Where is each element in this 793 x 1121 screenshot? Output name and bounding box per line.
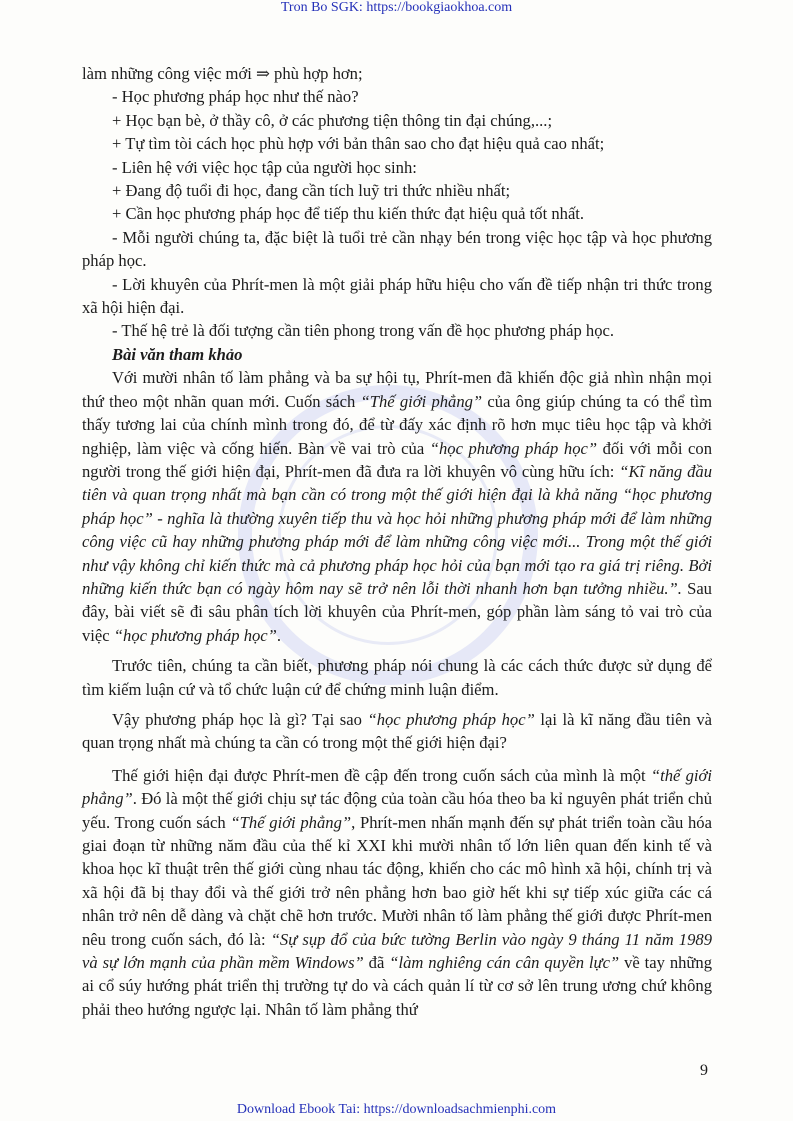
summary-paragraph: - Thế hệ trẻ là đối tượng cần tiên phong trong vấn đề học phương pháp học.	[112, 321, 615, 341]
footer-link[interactable]: Download Ebook Tai: https://downloadsachmienphi.com	[236, 1102, 557, 1117]
page-content	[82, 62, 712, 1021]
intro-line: + Cần học phương pháp học để tiếp thu kiến thức đạt hiệu quả tốt nhất.	[112, 204, 585, 224]
intro-line: + Tự tìm tòi cách học phù hợp với bản thân sao cho đạt hiệu quả cao nhất;	[112, 134, 605, 154]
section-heading: Bài văn tham khảo	[112, 344, 243, 364]
essay-paragraph-4: Thế giới hiện đại được Phrít-men đề cập đến trong cuốn sách của mình là một “thế giới phẳng”. Đó là một thế giới chịu sự tác động của toàn cầu hóa theo ba kỉ nguyên phát triển chủ yếu. Trong cuốn sách “Thế giới phẳng”, Phrít-men nhấn mạnh đến sự phát triển toàn cầu hóa giai đoạn từ những năm đầu của thế kỉ XXI khi mười nhân tố lớn liên quan đến kinh tế và khoa học kĩ thuật trên thế giới cùng nhau tác động, khiến cho các mô hình xã hội, chính trị và xã hội đã bị thay đổi và thế giới trở nên phẳng hơn bao giờ hết khi sự tiếp xúc giữa các cá nhân trở nên dễ dàng và chặt chẽ hơn trước. Mười nhân tố làm phẳng thế giới được Phrít-men nêu trong cuốn sách, đó là: “Sự sụp đổ của bức tường Berlin vào ngày 9 tháng 11 năm 1989 và sự lớn mạnh của phần mềm Windows” đã “làm nghiêng cán cân quyền lực” về tay những ai cổ súy hướng phát triển thị trường tự do và cách quản lí từ cơ sở lên trung ương chứ không phải theo hướng ngược lại. Nhân tố làm phẳng thứ	[82, 765, 712, 1019]
summary-paragraph: - Mỗi người chúng ta, đặc biệt là tuổi trẻ cần nhạy bén trong việc học tập và học phương pháp học.	[82, 227, 712, 271]
intro-line: + Học bạn bè, ở thầy cô, ở các phương tiện thông tin đại chúng,...;	[112, 110, 553, 130]
header-link[interactable]: Tron Bo SGK: https://bookgiaokhoa.com	[280, 0, 513, 15]
page-number: 9	[700, 1062, 708, 1079]
summary-paragraph: - Lời khuyên của Phrít-men là một giải pháp hữu hiệu cho vấn đề tiếp nhận tri thức trong xã hội hiện đại.	[82, 274, 712, 318]
essay-paragraph-2: Trước tiên, chúng ta cần biết, phương pháp nói chung là các cách thức được sử dụng để tìm kiếm luận cứ và tổ chức luận cứ để chứng minh luận điểm.	[82, 656, 712, 699]
intro-line: + Đang độ tuổi đi học, đang cần tích luỹ tri thức nhiều nhất;	[112, 181, 511, 201]
essay-paragraph-1: Với mười nhân tố làm phẳng và ba sự hội tụ, Phrít-men đã khiến độc giả nhìn nhận mọi thứ theo một nhãn quan mới. Cuốn sách “Thế giới phẳng” của ông giúp chúng ta có thể tìm thấy tương lai của chính mình trong đó, để từ đấy xác định rõ hơn mục tiêu học tập và khởi nghiệp, làm việc và cống hiến. Bàn về vai trò của “học phương pháp học” đối với mỗi con người trong thế giới hiện đại, Phrít-men đã đưa ra lời khuyên vô cùng hữu ích: “Kĩ năng đầu tiên và quan trọng nhất mà bạn cần có trong một thế giới hiện đại là khả năng “học phương pháp học” - nghĩa là thường xuyên tiếp thu và học hỏi những phương pháp mới để làm những công việc cũ hay những phương pháp mới để làm những công việc mới... Trong một thế giới như vậy không chỉ kiến thức mà cả phương pháp học hỏi của bạn mới tạo ra giá trị riêng. Bởi những kiến thức bạn có ngày hôm nay sẽ trở nên lỗi thời nhanh hơn bạn tưởng nhiều.”. Sau đây, bài viết sẽ đi sâu phân tích lời khuyên của Phrít-men, góp phần làm sáng tỏ vai trò của việc “học phương pháp học”.	[82, 368, 712, 645]
essay-paragraph-3: Vậy phương pháp học là gì? Tại sao “học phương pháp học” lại là kĩ năng đầu tiên và quan trọng nhất mà chúng ta cần có trong một thế giới hiện đại?	[82, 709, 712, 753]
intro-line: làm những công việc mới ⇒ phù hợp hơn;	[82, 64, 363, 83]
intro-line: - Học phương pháp học như thế nào?	[112, 87, 359, 107]
intro-line: - Liên hệ với việc học tập của người học sinh:	[112, 157, 417, 177]
